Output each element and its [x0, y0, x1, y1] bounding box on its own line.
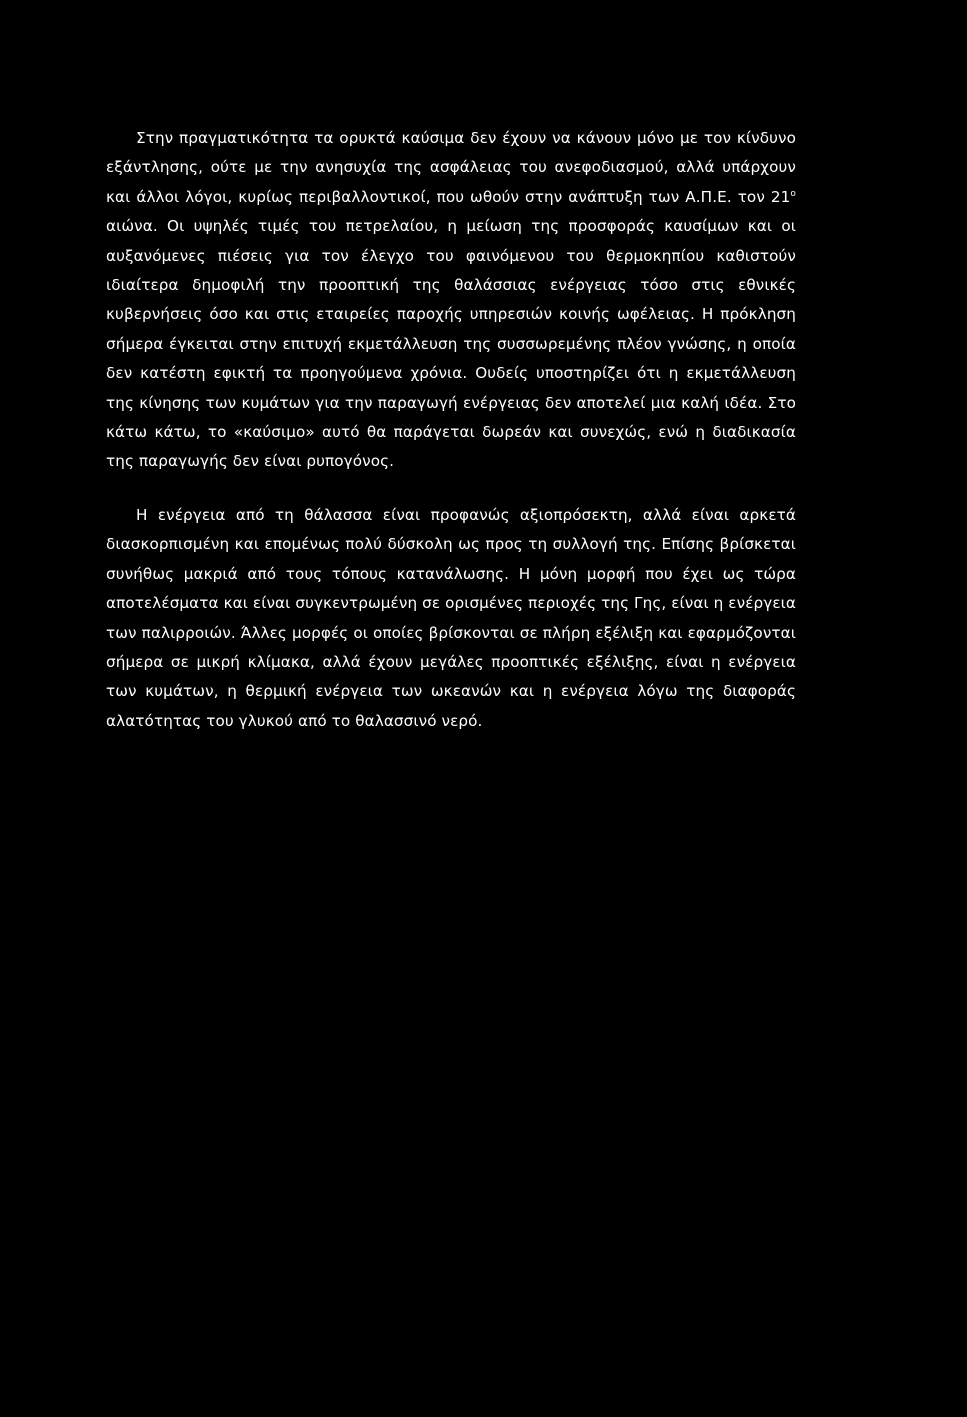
paragraph-fossil-fuels [106, 124, 796, 477]
paragraph-1-text-start: Στην πραγματικότητα τα ορυκτά καύσιμα δεν έχουν να κάνουν μόνο με τον κίνδυνο εξάντλησης, ούτε με την ανησυχία της ασφάλειας του ανεφοδιασμού, αλλά υπάρχουν και άλλοι λόγοι, κυρίως περιβαλλοντικοί, που ωθούν στην ανάπτυξη των Α.Π.Ε. τον 21 [106, 129, 796, 206]
document-body [106, 124, 796, 736]
paragraph-1-text-end: αιώνα. Οι υψηλές τιμές του πετρελαίου, η μείωση της προσφοράς καυσίμων και οι αυξανόμενες πιέσεις για τον έλεγχο του φαινόμενου του θερμοκηπίου καθιστούν ιδιαίτερα δημοφιλή την προοπτική της θαλάσσιας ενέργειας τόσο στις εθνικές κυβερνήσεις όσο και στις εταιρείες παροχής υπηρεσιών κοινής ωφέλειας. Η πρόκληση σήμερα έγκειται στην επιτυχή εκμετάλλευση της συσσωρεμένης πλέον γνώσης, η οποία δεν κατέστη εφικτή τα προηγούμενα χρόνια. Ουδείς υποστηρίζει ότι η εκμετάλλευση της κίνησης των κυμάτων για την παραγωγή ενέργειας δεν αποτελεί μια καλή ιδέα. Στο κάτω κάτω, το «καύσιμο» αυτό θα παράγεται δωρεάν και συνεχώς, ενώ η διαδικασία της παραγωγής δεν είναι ρυπογόνος. [106, 217, 796, 471]
paragraph-sea-energy: Η ενέργεια από τη θάλασσα είναι προφανώς αξιοπρόσεκτη, αλλά είναι αρκετά διασκορπισμένη και επομένως πολύ δύσκολη ως προς τη συλλογή της. Επίσης βρίσκεται συνήθως μακριά από τους τόπους κατανάλωσης. Η μόνη μορφή που έχει ως τώρα αποτελέσματα και είναι συγκεντρωμένη σε ορισμένες περιοχές της Γης, είναι η ενέργεια των παλιρροιών. Άλλες μορφές οι οποίες βρίσκονται σε πλήρη εξέλιξη και εφαρμόζονται σήμερα σε μικρή κλίμακα, αλλά έχουν μεγάλες προοπτικές εξέλιξης, είναι η ενέργεια των κυμάτων, η θερμική ενέργεια των ωκεανών και η ενέργεια λόγω της διαφοράς αλατότητας του γλυκού από το θαλασσινό νερό. [106, 505, 796, 730]
century-ordinal-superscript: ο [790, 188, 796, 199]
